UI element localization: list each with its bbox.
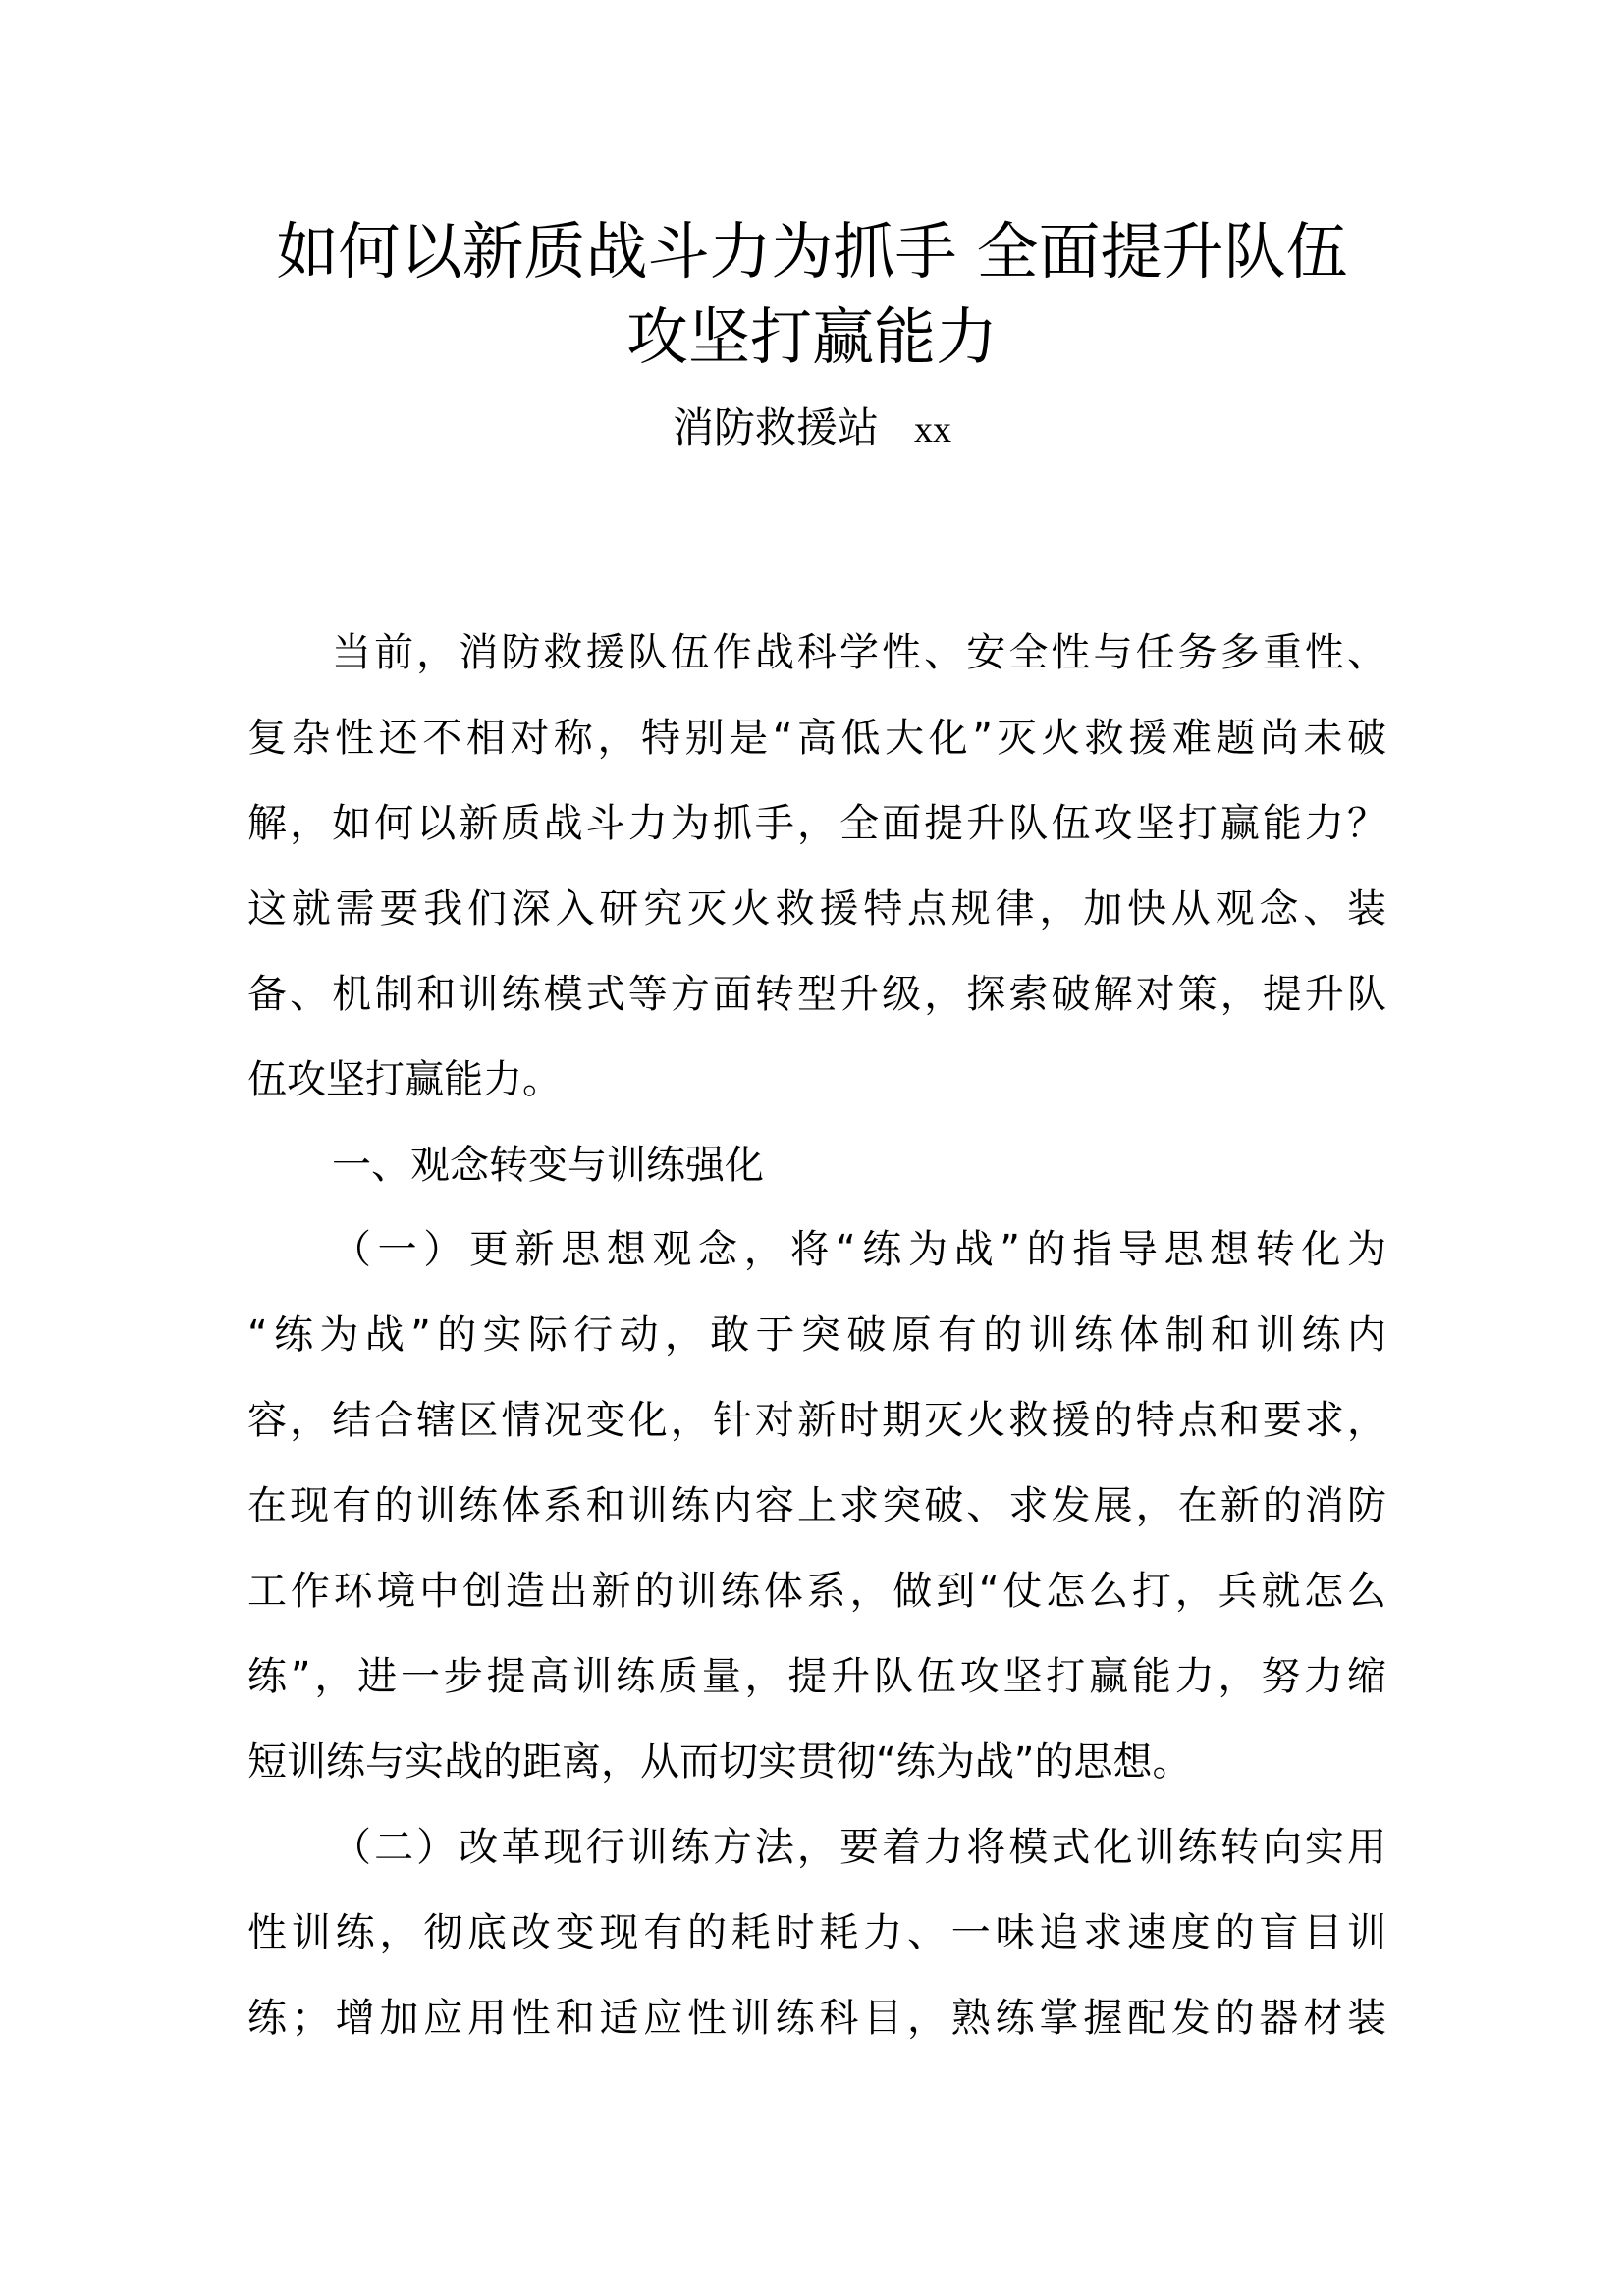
paragraph-3-line-1: （二）改革现行训练方法，要着力将模式化训练转向实用 (332, 1825, 1386, 1870)
paragraph-3-line-2: 性训练，彻底改变现有的耗时耗力、一味追求速度的盲目训 (247, 1910, 1386, 1955)
section-heading-1: 一、观念转变与训练强化 (332, 1143, 764, 1188)
document-title-line-1: 如何以新质战斗力为抓手 全面提升队伍 (276, 216, 1348, 288)
paragraph-2-line-5: 工作环境中创造出新的训练体系，做到“仗怎么打，兵就怎么 (247, 1569, 1386, 1614)
paragraph-1-line-5: 备、机制和训练模式等方面转型升级，探索破解对策，提升队 (247, 972, 1386, 1017)
paragraph-1-line-1: 当前，消防救援队伍作战科学性、安全性与任务多重性、 (332, 630, 1386, 675)
paragraph-2-line-3: 容，结合辖区情况变化，针对新时期灭火救援的特点和要求， (247, 1398, 1386, 1443)
paragraph-3-line-3: 练；增加应用性和适应性训练科目，熟练掌握配发的器材装 (247, 1996, 1386, 2041)
document-title-line-2: 攻坚打赢能力 (626, 301, 998, 373)
paragraph-2-line-4: 在现有的训练体系和训练内容上求突破、求发展，在新的消防 (247, 1483, 1386, 1528)
paragraph-2-line-1: （一）更新思想观念，将“练为战”的指导思想转化为 (332, 1227, 1386, 1272)
paragraph-2-line-6: 练”，进一步提高训练质量，提升队伍攻坚打赢能力，努力缩 (247, 1654, 1386, 1699)
paragraph-2-line-7: 短训练与实战的距离，从而切实贯彻“练为战”的思想。 (247, 1739, 1192, 1785)
paragraph-1-line-3: 解，如何以新质战斗力为抓手，全面提升队伍攻坚打赢能力？ (247, 801, 1386, 846)
author-name: xx (914, 409, 951, 451)
author-line (0, 400, 1624, 457)
paragraph-1-line-4: 这就需要我们深入研究灭火救援特点规律，加快从观念、装 (247, 886, 1386, 932)
paragraph-1-line-2: 复杂性还不相对称，特别是“高低大化”灭火救援难题尚未破 (247, 716, 1386, 761)
paragraph-1-line-6: 伍攻坚打赢能力。 (247, 1057, 562, 1102)
author-org: 消防救援站 (672, 403, 879, 452)
paragraph-2-line-2: “练为战”的实际行动，敢于突破原有的训练体制和训练内 (247, 1312, 1386, 1358)
